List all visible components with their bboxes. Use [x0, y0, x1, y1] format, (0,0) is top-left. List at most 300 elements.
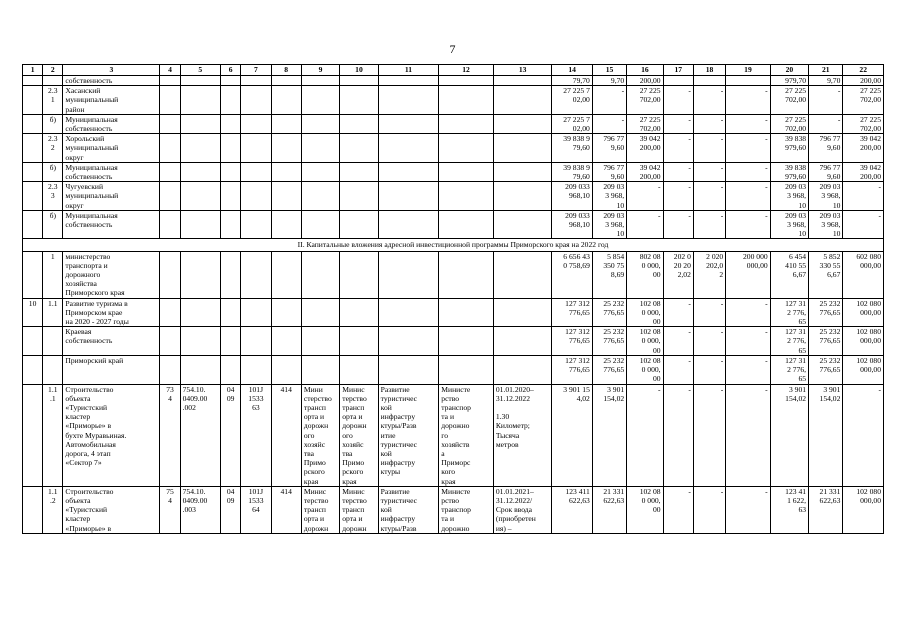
table-row — [23, 298, 884, 327]
column-header: 3 — [63, 65, 160, 76]
table-cell: 754.10. 0409.00 .003 — [180, 486, 220, 533]
table-cell: - — [592, 86, 626, 115]
table-cell: - — [663, 210, 693, 239]
column-header: 5 — [180, 65, 220, 76]
table-cell: 2.3 1 — [43, 86, 63, 115]
table-cell: - — [663, 134, 693, 163]
table-row — [23, 251, 884, 298]
table-cell: 754.10. 0409.00 .002 — [180, 384, 220, 486]
table-cell: 21 331 622,63 — [809, 486, 843, 533]
table-cell: Хорольский муниципальный округ — [63, 134, 160, 163]
table-cell — [241, 162, 271, 181]
table-cell — [493, 114, 552, 133]
table-cell: - — [693, 182, 725, 211]
table-cell: - — [726, 298, 770, 327]
table-cell — [726, 76, 770, 86]
table-cell — [180, 162, 220, 181]
table-cell: 127 312 776,65 — [552, 355, 592, 384]
column-header: 11 — [378, 65, 439, 76]
table-cell: - — [663, 162, 693, 181]
table-cell — [221, 182, 241, 211]
table-cell: - — [726, 355, 770, 384]
table-cell: министерство транспорта и дорожного хозяйства Приморского края — [63, 251, 160, 298]
table-cell: - — [843, 182, 884, 211]
table-cell — [241, 298, 271, 327]
table-cell — [43, 76, 63, 86]
table-cell: 2.3 3 — [43, 182, 63, 211]
table-cell — [439, 355, 494, 384]
table-cell: 10 — [23, 298, 43, 327]
table-cell: 209 03 3 968, 10 — [592, 210, 626, 239]
table-cell: 209 033 968,10 — [552, 182, 592, 211]
table-cell — [23, 251, 43, 298]
section-title: II. Капитальные вложения адресной инвестиционной программы Приморского края на 2022 год — [23, 239, 884, 251]
table-cell — [160, 114, 180, 133]
table-cell — [241, 182, 271, 211]
table-cell: - — [809, 114, 843, 133]
column-header: 1 — [23, 65, 43, 76]
table-cell: Приморский край — [63, 355, 160, 384]
table-cell — [340, 114, 378, 133]
page-number: 7 — [449, 42, 456, 56]
table-cell — [378, 134, 439, 163]
table-cell: 102 08 0 000, 00 — [627, 355, 663, 384]
table-cell: 01.01.2020– 31.12.2022 1.30 Километр; Тысяча метров — [493, 384, 552, 486]
table-cell — [160, 210, 180, 239]
table-cell: Развитие туристичес кой инфрастру ктуры/Разв итие туристичес кой инфрастру ктуры — [378, 384, 439, 486]
table-cell — [439, 134, 494, 163]
table-cell: - — [663, 486, 693, 533]
table-cell — [301, 134, 339, 163]
table-cell: 102 080 000,00 — [843, 298, 884, 327]
table-cell: 1.1 .1 — [43, 384, 63, 486]
table-cell: 796 77 9,60 — [809, 134, 843, 163]
table-cell — [493, 76, 552, 86]
table-cell — [160, 327, 180, 356]
table-cell — [221, 76, 241, 86]
table-cell — [340, 134, 378, 163]
table-cell: 75 4 — [160, 486, 180, 533]
table-cell: - — [693, 210, 725, 239]
column-header: 14 — [552, 65, 592, 76]
table-cell: Муниципальная собственность — [63, 162, 160, 181]
table-cell: 200 000 000,00 — [726, 251, 770, 298]
table-row — [23, 182, 884, 211]
table-cell: 2.3 2 — [43, 134, 63, 163]
table-cell: 602 080 000,00 — [843, 251, 884, 298]
table-cell: - — [627, 182, 663, 211]
table-cell — [493, 182, 552, 211]
table-cell — [23, 134, 43, 163]
table-cell — [493, 86, 552, 115]
table-cell: 39 042 200,00 — [627, 134, 663, 163]
table-cell — [340, 182, 378, 211]
table-cell — [271, 251, 301, 298]
table-cell — [378, 251, 439, 298]
table-cell: - — [726, 327, 770, 356]
table-cell: Муниципальная собственность — [63, 114, 160, 133]
table-cell: 3 901 154,02 — [592, 384, 626, 486]
table-cell: б) — [43, 210, 63, 239]
table-cell — [439, 162, 494, 181]
table-cell: 1 — [43, 251, 63, 298]
column-header: 8 — [271, 65, 301, 76]
column-header: 9 — [301, 65, 339, 76]
table-cell — [180, 86, 220, 115]
table-cell: Минис терство трансп орта и дорожн ого хозяйс тва Примо рского края — [340, 384, 378, 486]
table-cell: собственность — [63, 76, 160, 86]
table-cell: 127 31 2 776, 65 — [770, 298, 808, 327]
table-cell: 123 411 622,63 — [552, 486, 592, 533]
table-cell: 102 08 0 000, 00 — [627, 298, 663, 327]
table-cell: 796 77 9,60 — [592, 134, 626, 163]
table-cell — [221, 114, 241, 133]
table-cell: 25 232 776,65 — [592, 355, 626, 384]
table-cell: 102 080 000,00 — [843, 355, 884, 384]
table-cell — [241, 134, 271, 163]
table-cell — [180, 298, 220, 327]
table-cell — [221, 134, 241, 163]
table-cell: Минис терство трансп орта и дорожн — [340, 486, 378, 533]
column-header: 13 — [493, 65, 552, 76]
table-cell — [378, 355, 439, 384]
table-cell — [180, 114, 220, 133]
table-cell — [23, 76, 43, 86]
column-header: 4 — [160, 65, 180, 76]
table-cell — [221, 210, 241, 239]
column-header: 21 — [809, 65, 843, 76]
table-cell: 123 41 1 622, 63 — [770, 486, 808, 533]
table-cell: 9,70 — [809, 76, 843, 86]
table-cell: 209 03 3 968, 10 — [809, 182, 843, 211]
table-cell — [180, 76, 220, 86]
table-cell: Строительство объекта «Туристский кластер «Приморье» в — [63, 486, 160, 533]
table-cell — [23, 384, 43, 486]
table-cell: - — [693, 298, 725, 327]
table-cell: - — [592, 114, 626, 133]
table-cell — [271, 327, 301, 356]
table-row — [23, 134, 884, 163]
column-header: 7 — [241, 65, 271, 76]
table-cell: 79,70 — [552, 76, 592, 86]
table-cell: 39 838 9 79,60 — [552, 162, 592, 181]
column-header: 10 — [340, 65, 378, 76]
table-cell — [180, 134, 220, 163]
table-cell: 27 225 702,00 — [770, 86, 808, 115]
table-cell — [271, 86, 301, 115]
table-cell: - — [843, 384, 884, 486]
table-cell: 04 09 — [221, 384, 241, 486]
table-cell: 21 331 622,63 — [592, 486, 626, 533]
table-cell — [23, 182, 43, 211]
table-cell — [23, 486, 43, 533]
table-cell — [493, 327, 552, 356]
table-row — [23, 162, 884, 181]
table-cell: 102 08 0 000, 00 — [627, 327, 663, 356]
table-cell — [180, 182, 220, 211]
table-cell — [439, 298, 494, 327]
table-cell: - — [726, 384, 770, 486]
table-cell: - — [726, 210, 770, 239]
table-cell: Минис терство трансп орта и дорожн — [301, 486, 339, 533]
table-cell — [693, 76, 725, 86]
column-header: 22 — [843, 65, 884, 76]
table-cell: 6 656 43 0 758,69 — [552, 251, 592, 298]
table-cell — [241, 251, 271, 298]
table-cell: - — [663, 327, 693, 356]
table-cell — [271, 134, 301, 163]
table-cell — [180, 327, 220, 356]
table-cell: - — [726, 162, 770, 181]
table-cell — [340, 162, 378, 181]
table-cell: - — [693, 162, 725, 181]
table-cell: - — [693, 327, 725, 356]
table-cell: 27 225 702,00 — [843, 86, 884, 115]
table-cell — [271, 76, 301, 86]
table-cell: 25 232 776,65 — [809, 298, 843, 327]
table-cell: 27 225 7 02,00 — [552, 114, 592, 133]
table-cell: 209 03 3 968, 10 — [770, 182, 808, 211]
column-header: 12 — [439, 65, 494, 76]
table-cell: 127 312 776,65 — [552, 327, 592, 356]
table-cell: 127 312 776,65 — [552, 298, 592, 327]
table-cell — [160, 182, 180, 211]
table-cell — [271, 355, 301, 384]
table-cell: 127 31 2 776, 65 — [770, 327, 808, 356]
table-cell — [180, 251, 220, 298]
table-cell — [43, 355, 63, 384]
table-cell: - — [663, 114, 693, 133]
table-cell: - — [663, 298, 693, 327]
table-row — [23, 86, 884, 115]
table-cell — [439, 114, 494, 133]
column-header: 20 — [770, 65, 808, 76]
table-cell: Развитие туризма в Приморском крае на 2020 - 2027 годы — [63, 298, 160, 327]
table-cell — [221, 251, 241, 298]
table-cell — [23, 355, 43, 384]
table-cell — [378, 327, 439, 356]
table-cell — [301, 182, 339, 211]
table-cell — [378, 114, 439, 133]
table-cell — [493, 298, 552, 327]
table-cell — [241, 76, 271, 86]
table-cell — [301, 210, 339, 239]
table-cell — [160, 162, 180, 181]
table-cell: 27 225 7 02,00 — [552, 86, 592, 115]
table-cell — [439, 76, 494, 86]
table-cell: 1.1 .2 — [43, 486, 63, 533]
table-cell — [493, 210, 552, 239]
table-cell: 01.01.2021– 31.12.2022/ Срок ввода (приобретен ия) – — [493, 486, 552, 533]
column-header: 6 — [221, 65, 241, 76]
table-row — [23, 384, 884, 486]
table-cell: 802 08 0 000, 00 — [627, 251, 663, 298]
table-cell — [301, 251, 339, 298]
table-cell: 04 09 — [221, 486, 241, 533]
table-cell: - — [726, 86, 770, 115]
table-cell — [221, 327, 241, 356]
table-cell — [160, 298, 180, 327]
table-cell — [378, 76, 439, 86]
table-cell — [23, 327, 43, 356]
table-cell — [493, 162, 552, 181]
table-cell — [221, 162, 241, 181]
table-cell: 209 033 968,10 — [552, 210, 592, 239]
table-row — [23, 210, 884, 239]
table-cell — [241, 114, 271, 133]
table-cell — [340, 355, 378, 384]
table-cell — [663, 76, 693, 86]
table-cell: 5 854 350 75 8,69 — [592, 251, 626, 298]
table-cell — [340, 86, 378, 115]
table-cell: 3 901 154,02 — [809, 384, 843, 486]
table-cell: 27 225 702,00 — [843, 114, 884, 133]
column-header: 19 — [726, 65, 770, 76]
table-cell: Развитие туристичес кой инфрастру ктуры/Разв — [378, 486, 439, 533]
table-cell: - — [693, 486, 725, 533]
table-cell: 25 232 776,65 — [809, 355, 843, 384]
table-cell — [271, 114, 301, 133]
table-cell: - — [843, 210, 884, 239]
table-cell — [271, 182, 301, 211]
table-cell: Чугуевский муниципальный округ — [63, 182, 160, 211]
table-cell: 102 080 000,00 — [843, 486, 884, 533]
table-cell — [301, 114, 339, 133]
table-cell: - — [627, 210, 663, 239]
table-cell: б) — [43, 162, 63, 181]
table-cell: Мини стерство трансп орта и дорожн ого хозяйс тва Примо рского края — [301, 384, 339, 486]
table-cell: 209 03 3 968, 10 — [592, 182, 626, 211]
table-cell — [301, 327, 339, 356]
table-cell — [160, 134, 180, 163]
table-cell: 796 77 9,60 — [592, 162, 626, 181]
table-cell: - — [663, 86, 693, 115]
table-cell — [160, 76, 180, 86]
table-cell: 39 042 200,00 — [843, 162, 884, 181]
table-cell: 101J 1533 63 — [241, 384, 271, 486]
table-cell: 3 901 154,02 — [770, 384, 808, 486]
column-header: 15 — [592, 65, 626, 76]
table-cell: - — [663, 355, 693, 384]
table-cell — [241, 210, 271, 239]
table-cell: - — [726, 134, 770, 163]
table-cell: б) — [43, 114, 63, 133]
table-cell — [301, 86, 339, 115]
table-cell: - — [663, 182, 693, 211]
table-cell — [271, 162, 301, 181]
table-cell: 200,00 — [627, 76, 663, 86]
table-row — [23, 114, 884, 133]
table-cell: 209 03 3 968, 10 — [809, 210, 843, 239]
table-cell — [23, 86, 43, 115]
table-cell: 27 225 702,00 — [627, 114, 663, 133]
table-cell — [241, 86, 271, 115]
table-cell: - — [693, 355, 725, 384]
table-cell — [221, 355, 241, 384]
table-cell — [340, 251, 378, 298]
table-cell — [340, 327, 378, 356]
table-cell: 209 03 3 968, 10 — [770, 210, 808, 239]
table-cell — [439, 210, 494, 239]
table-cell — [493, 251, 552, 298]
table-cell: 39 838 9 79,60 — [552, 134, 592, 163]
table-cell: 979,70 — [770, 76, 808, 86]
table-cell: Министе рство транспор та и дорожно — [439, 486, 494, 533]
table-row — [23, 355, 884, 384]
table-cell — [301, 162, 339, 181]
table-cell — [378, 182, 439, 211]
table-cell — [340, 298, 378, 327]
table-cell — [241, 355, 271, 384]
column-header: 18 — [693, 65, 725, 76]
table-cell — [241, 327, 271, 356]
table-cell — [301, 298, 339, 327]
table-cell — [221, 298, 241, 327]
table-cell — [160, 251, 180, 298]
table-cell — [271, 210, 301, 239]
table-cell: 414 — [271, 486, 301, 533]
table-cell: Министе рство транспор та и дорожно го хозяйств а Приморс кого края — [439, 384, 494, 486]
table-cell: 200,00 — [843, 76, 884, 86]
table-cell: 39 838 979,60 — [770, 162, 808, 181]
column-header: 16 — [627, 65, 663, 76]
table-cell — [180, 210, 220, 239]
table-cell: 9,70 — [592, 76, 626, 86]
table-row — [23, 76, 884, 86]
table-cell — [439, 86, 494, 115]
table-cell: - — [627, 384, 663, 486]
table-cell: 73 4 — [160, 384, 180, 486]
table-cell — [23, 210, 43, 239]
table-cell: 25 232 776,65 — [592, 327, 626, 356]
table-cell: Строительство объекта «Туристский кластер «Приморье» в бухте Муравьиная. Автомобильная дорога, 4 этап «Сектор 7» — [63, 384, 160, 486]
table-cell — [221, 86, 241, 115]
table-cell: Краевая собственность — [63, 327, 160, 356]
table-cell: 1.1 — [43, 298, 63, 327]
table-cell — [493, 355, 552, 384]
table-cell: - — [726, 114, 770, 133]
table-cell: 6 454 410 55 6,67 — [770, 251, 808, 298]
table-row — [23, 486, 884, 533]
table-cell — [493, 134, 552, 163]
table-cell — [340, 76, 378, 86]
table-cell — [378, 210, 439, 239]
table-cell — [160, 86, 180, 115]
table-cell: 39 042 200,00 — [627, 162, 663, 181]
table-cell: 101J 1533 64 — [241, 486, 271, 533]
column-header: 2 — [43, 65, 63, 76]
column-number-row — [23, 65, 884, 76]
table-cell: 39 042 200,00 — [843, 134, 884, 163]
table-cell — [160, 355, 180, 384]
table-cell: Муниципальная собственность — [63, 210, 160, 239]
table-cell: 127 31 2 776, 65 — [770, 355, 808, 384]
table-cell — [301, 76, 339, 86]
table-cell: 3 901 15 4,02 — [552, 384, 592, 486]
table-cell: 27 225 702,00 — [770, 114, 808, 133]
table-cell: 27 225 702,00 — [627, 86, 663, 115]
table-cell: Хасанский муниципальный район — [63, 86, 160, 115]
table-cell: 202 0 20 20 2,02 — [663, 251, 693, 298]
table-cell: 102 08 0 000, 00 — [627, 486, 663, 533]
table-cell — [180, 355, 220, 384]
table-cell: 2 020 202,0 2 — [693, 251, 725, 298]
table-cell: 39 838 979,60 — [770, 134, 808, 163]
table-cell — [23, 114, 43, 133]
table-cell: - — [809, 86, 843, 115]
table-cell — [301, 355, 339, 384]
table-cell: - — [693, 86, 725, 115]
